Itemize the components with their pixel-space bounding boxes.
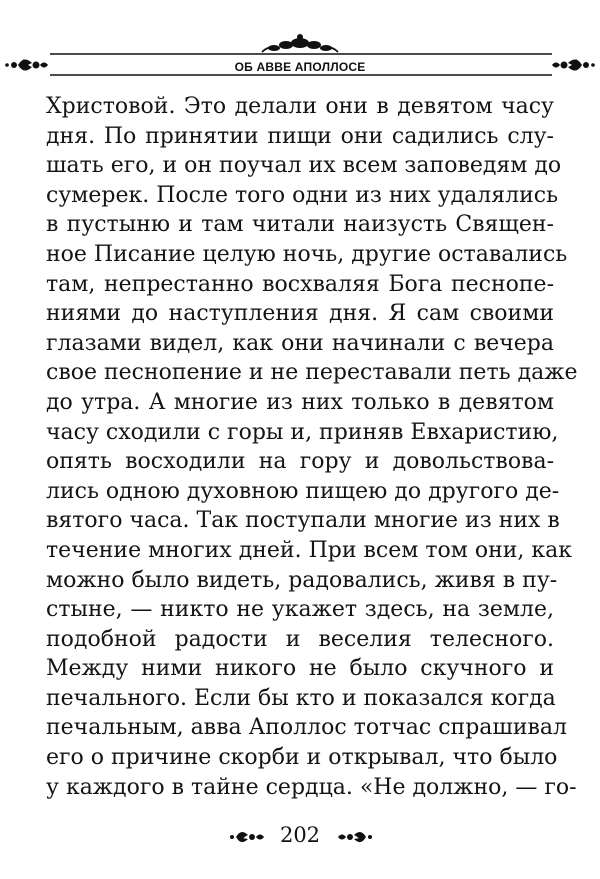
body-text bbox=[46, 92, 578, 802]
running-title: ОБ АВВЕ АПОЛЛОСЕ bbox=[234, 60, 366, 74]
text-line: там, непрестанно восхваляя Бога песнопе- bbox=[46, 271, 554, 297]
running-header bbox=[0, 30, 600, 90]
page-number: 202 bbox=[279, 823, 321, 847]
text-line: сумерек. После того одни из них удалялись bbox=[46, 182, 559, 208]
text-line: Христовой. Это делали они в девятом часу bbox=[46, 94, 554, 119]
floral-ornament-icon bbox=[262, 34, 338, 52]
text-line: вятого часа. Так поступали многие из них в bbox=[46, 508, 560, 534]
text-line: шать его, и он поучал их всем заповедям до bbox=[46, 153, 562, 179]
text-line: часу сходили с горы и, приняв Евхаристию, bbox=[46, 419, 559, 445]
text-line: в пустыню и там читали наизусть Священ- bbox=[46, 212, 554, 238]
text-line: печального. Если бы кто и показался когда bbox=[46, 685, 556, 711]
text-line: печальным, авва Аполлос тотчас спрашивал bbox=[46, 715, 567, 741]
text-line: опять восходили на гору и довольствова- bbox=[46, 449, 554, 475]
text-line: Между ними никого не было скучного и bbox=[46, 656, 554, 682]
text-line: глазами видел, как они начинали с вечера bbox=[46, 330, 554, 356]
text-line: стыне, — никто не укажет здесь, на земле, bbox=[46, 597, 554, 623]
text-line: у каждого в тайне сердца. «Не должно, — го- bbox=[46, 774, 577, 800]
fleuron-icon bbox=[334, 826, 374, 848]
text-line: подобной радости и веселия телесного. bbox=[46, 626, 554, 652]
text-line: ниями до наступления дня. Я сам своими bbox=[46, 301, 554, 327]
text-line: дня. По принятии пищи они садились слу- bbox=[46, 123, 554, 149]
text-line: свое песнопение и не переставали петь даже bbox=[46, 360, 578, 386]
text-line: можно было видеть, радовались, живя в пу- bbox=[46, 567, 558, 593]
text-line: лись одною духовною пищею до другого де- bbox=[46, 478, 560, 504]
text-line: его о причине скорби и открывал, что было bbox=[46, 745, 558, 771]
text-line: до утра. А многие из них только в девятом bbox=[46, 389, 554, 415]
text-line: течение многих дней. При всем том они, как bbox=[46, 537, 573, 563]
page-footer bbox=[0, 818, 600, 858]
text-line: ное Писание целую ночь, другие оставались bbox=[46, 241, 568, 267]
